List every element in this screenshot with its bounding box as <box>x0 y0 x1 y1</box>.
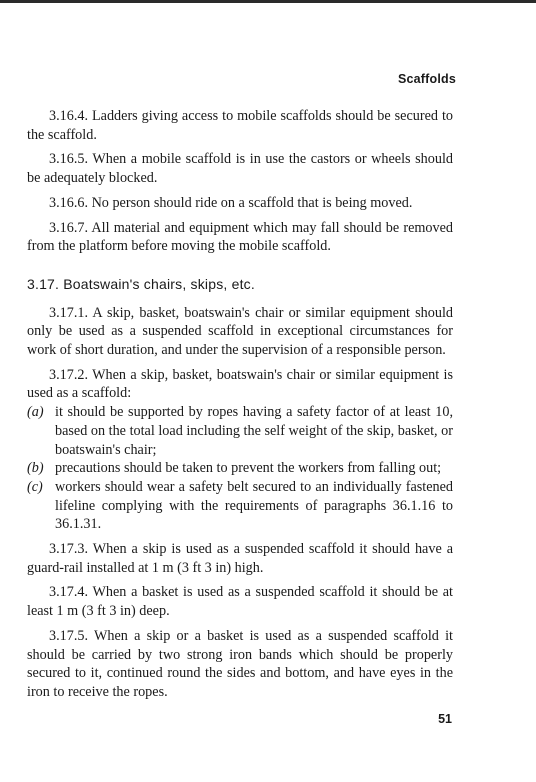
paragraph-3-16-4: 3.16.4. Ladders giving access to mobile scaffolds should be secured to the scaffold. <box>27 108 453 143</box>
list-marker-b: (b) <box>27 460 44 477</box>
paragraph-3-16-7: 3.16.7. All material and equipment which may fall should be removed from the platform before moving the mobile scaffold. <box>27 219 453 255</box>
paragraph-3-17-5: 3.17.5. When a skip or a basket is used as a suspended scaffold it should be carried by two strong iron bands which should be properly secured to it, continued round the sides and bottom, and have eyes in the iron to receive the ropes. <box>27 627 453 700</box>
page-body <box>27 107 453 702</box>
paragraph-3-17-2: 3.17.2. When a skip, basket, boatswain's chair or similar equipment is used as a scaffold: <box>27 366 453 402</box>
list-text-c: workers should wear a safety belt secured to an individually fastened lifeline complying with the requirements of paragraphs 36.1.16 to 36.1.31. <box>55 478 453 533</box>
paragraph-3-17-3: 3.17.3. When a skip is used as a suspended scaffold it should have a guard-rail installed at 1 m (3 ft 3 in) high. <box>27 541 453 576</box>
list-text-a: it should be supported by ropes having a safety factor of at least 10, based on the total load including the self weight of the skip, basket, or boatswain's chair; <box>55 404 453 458</box>
section-heading-3-17: 3.17. Boatswain's chairs, skips, etc. <box>27 275 255 292</box>
list-marker-a: (a) <box>27 404 44 421</box>
page-number: 51 <box>438 712 452 726</box>
list-text-b: precautions should be taken to prevent the workers from falling out; <box>55 460 442 477</box>
paragraph-3-17-4: 3.17.4. When a basket is used as a suspended scaffold it should be at least 1 m (3 ft 3 in) deep. <box>27 584 453 620</box>
paragraph-3-16-6: 3.16.6. No person should ride on a scaffold that is being moved. <box>49 194 413 211</box>
running-head: Scaffolds <box>397 72 456 86</box>
list-item-c <box>27 478 453 534</box>
list-item-a <box>27 403 453 459</box>
top-rule <box>0 0 536 3</box>
condition-list <box>27 403 453 534</box>
list-item-b <box>27 459 453 478</box>
paragraph-3-17-1: 3.17.1. A skip, basket, boatswain's chair or similar equipment should only be used as a suspended scaffold in exceptional circumstances for work of short duration, and under the supervision of a responsible person. <box>27 304 453 359</box>
paragraph-3-16-5: 3.16.5. When a mobile scaffold is in use the castors or wheels should be adequately blocked. <box>27 151 453 187</box>
list-marker-c: (c) <box>27 478 43 495</box>
